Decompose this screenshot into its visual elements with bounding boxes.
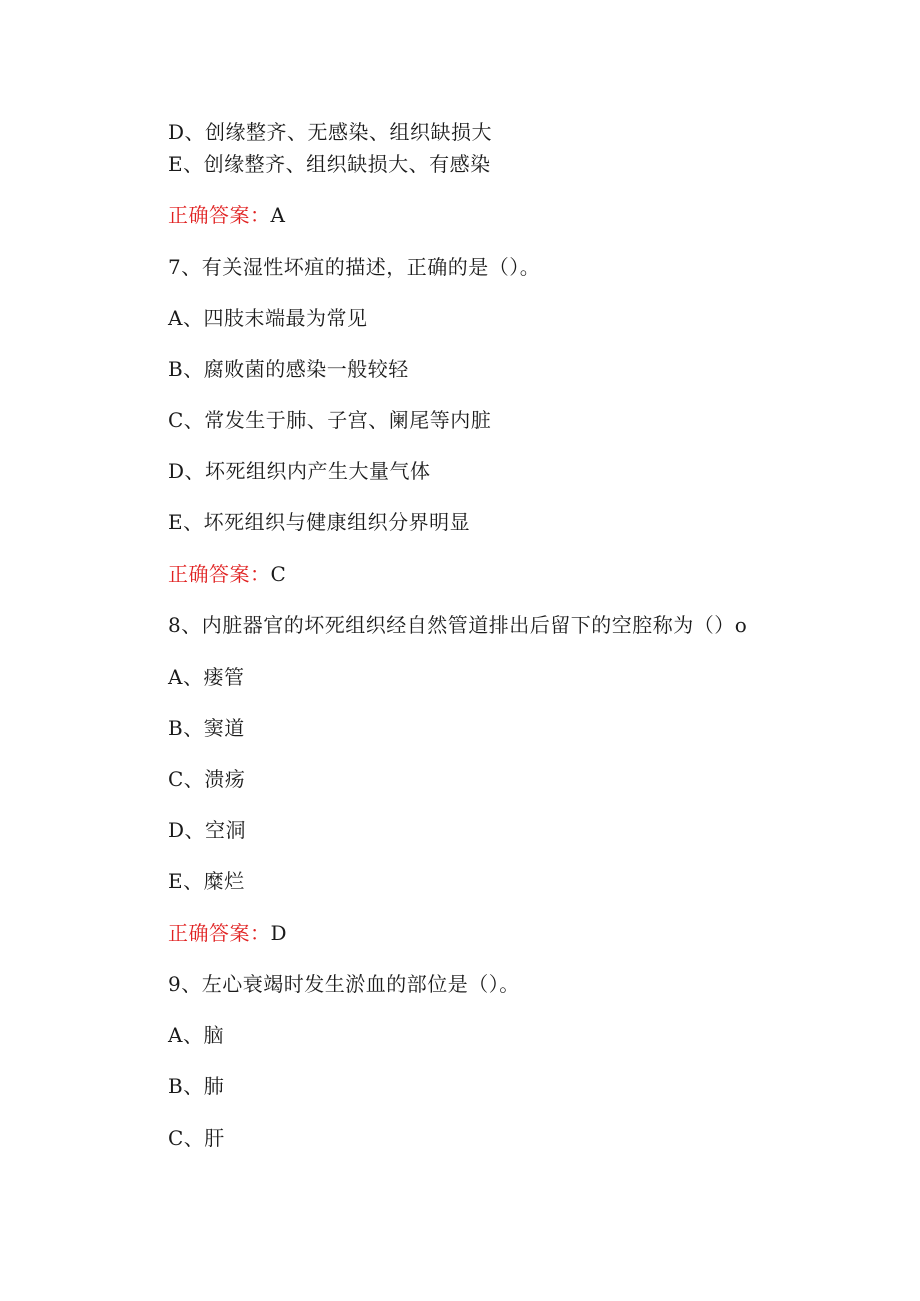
q7-option-a: A、四肢末端最为常见 <box>168 306 368 330</box>
q9-option-b: B、肺 <box>168 1074 225 1098</box>
q6-answer <box>168 203 285 227</box>
q9-option-c: C、肝 <box>168 1126 225 1150</box>
q7-option-c: C、常发生于肺、子宫、阑尾等内脏 <box>168 408 492 432</box>
q7-question: 7、有关湿性坏疽的描述，正确的是（）。 <box>168 255 541 279</box>
q9-question: 9、左心衰竭时发生淤血的部位是（）。 <box>168 972 520 996</box>
q8-option-b: B、窦道 <box>168 716 245 740</box>
q6-option-d: D、创缘整齐、无感染、组织缺损大 <box>168 120 493 144</box>
q8-question: 8、内脏器官的坏死组织经自然管道排出后留下的空腔称为（）o <box>168 613 748 637</box>
q7-option-d: D、坏死组织内产生大量气体 <box>168 459 431 483</box>
q6-option-e: E、创缘整齐、组织缺损大、有感染 <box>168 152 491 176</box>
q8-option-e: E、糜烂 <box>168 869 245 893</box>
q7-answer <box>168 562 286 586</box>
q8-option-c: C、溃疡 <box>168 767 246 791</box>
answer-label: 正确答案： <box>168 562 271 586</box>
q8-option-a: A、瘘管 <box>168 665 245 689</box>
answer-label: 正确答案： <box>168 203 271 227</box>
answer-value: C <box>270 562 287 586</box>
q7-option-b: B、腐败菌的感染一般较轻 <box>168 357 409 381</box>
answer-value: D <box>270 921 288 945</box>
q8-answer <box>168 921 287 945</box>
answer-label: 正确答案： <box>168 921 271 945</box>
q8-option-d: D、空洞 <box>168 818 247 842</box>
q9-option-a: A、脑 <box>168 1023 224 1047</box>
answer-value: A <box>270 203 286 227</box>
q7-option-e: E、坏死组织与健康组织分界明显 <box>168 510 471 534</box>
